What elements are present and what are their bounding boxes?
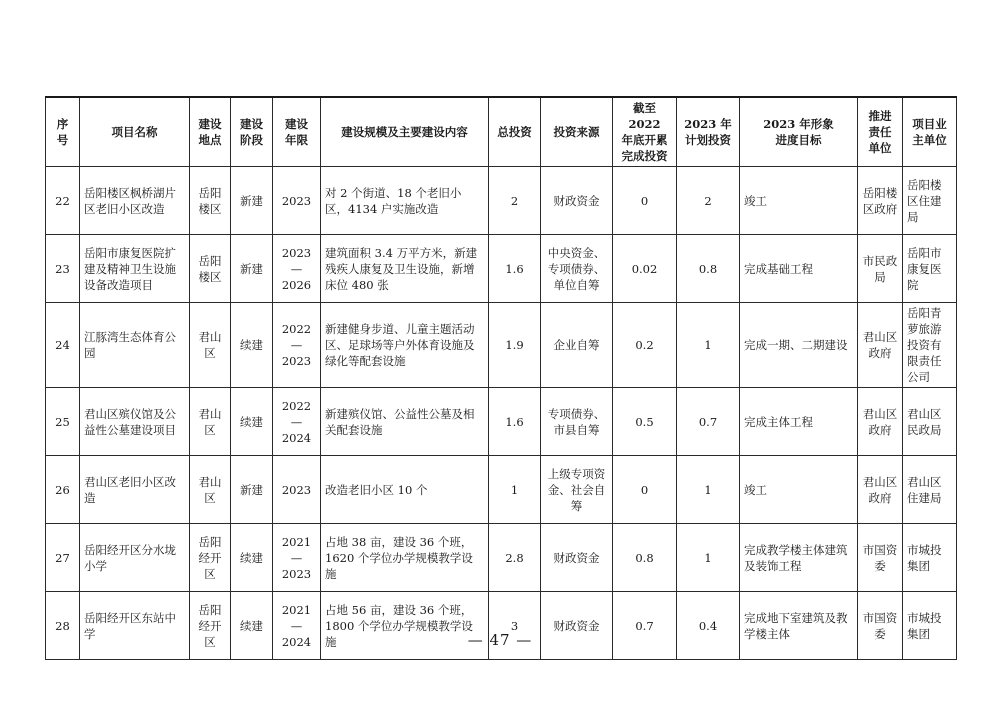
cell-completed: 0 bbox=[613, 167, 677, 235]
cell-total: 1.6 bbox=[489, 388, 541, 456]
cell-no: 28 bbox=[46, 592, 80, 660]
table-row bbox=[46, 388, 957, 456]
cell-period: 2023—2026 bbox=[273, 235, 321, 303]
cell-resp: 君山区政府 bbox=[858, 456, 903, 524]
cell-location: 岳阳楼区 bbox=[190, 167, 231, 235]
cell-total: 2.8 bbox=[489, 524, 541, 592]
cell-total: 3 bbox=[489, 592, 541, 660]
page-number: — 47 — bbox=[467, 631, 533, 649]
cell-goal: 完成一期、二期建设 bbox=[740, 303, 858, 388]
table-body bbox=[46, 167, 957, 660]
column-header-line: 单位 bbox=[868, 141, 892, 155]
cell-owner: 君山区民政局 bbox=[903, 388, 957, 456]
column-header bbox=[231, 97, 273, 167]
cell-plan: 2 bbox=[677, 167, 740, 235]
column-header-line: 序 bbox=[56, 117, 69, 131]
cell-completed: 0.8 bbox=[613, 524, 677, 592]
cell-no: 26 bbox=[46, 456, 80, 524]
cell-stage: 续建 bbox=[231, 303, 273, 388]
cell-goal: 完成主体工程 bbox=[740, 388, 858, 456]
column-header-line: 推进 bbox=[868, 109, 892, 123]
cell-content: 占地 38 亩，建设 36 个班，1620 个学位办学规模教学设施 bbox=[321, 524, 489, 592]
cell-completed: 0.2 bbox=[613, 303, 677, 388]
cell-content: 对 2 个街道、18 个老旧小区，4134 户实施改造 bbox=[321, 167, 489, 235]
cell-no: 27 bbox=[46, 524, 80, 592]
column-header bbox=[858, 97, 903, 167]
column-header-line: 总投资 bbox=[497, 125, 532, 139]
column-header-line: 进度目标 bbox=[775, 133, 822, 147]
cell-no: 24 bbox=[46, 303, 80, 388]
column-header-line: 计划投资 bbox=[685, 133, 731, 147]
cell-name: 岳阳经开区分水垅小学 bbox=[80, 524, 190, 592]
column-header-line: 项目业 bbox=[912, 117, 947, 131]
cell-completed: 0 bbox=[613, 456, 677, 524]
cell-period: 2021—2024 bbox=[273, 592, 321, 660]
cell-content: 新建健身步道、儿童主题活动区、足球场等户外体育设施及绿化等配套设施 bbox=[321, 303, 489, 388]
cell-period: 2023 bbox=[273, 167, 321, 235]
column-header bbox=[46, 97, 80, 167]
cell-content: 改造老旧小区 10 个 bbox=[321, 456, 489, 524]
column-header-line: 年底开累 bbox=[621, 133, 668, 147]
cell-completed: 0.5 bbox=[613, 388, 677, 456]
cell-location: 君山区 bbox=[190, 388, 231, 456]
cell-period: 2022—2023 bbox=[273, 303, 321, 388]
cell-content: 建筑面积 3.4 万平方米，新建残疾人康复及卫生设施，新增床位 480 张 bbox=[321, 235, 489, 303]
cell-owner: 君山区住建局 bbox=[903, 456, 957, 524]
column-header-line: 地点 bbox=[198, 133, 222, 147]
cell-location: 岳阳经开区 bbox=[190, 524, 231, 592]
cell-period: 2021—2023 bbox=[273, 524, 321, 592]
cell-name: 江豚湾生态体育公园 bbox=[80, 303, 190, 388]
cell-resp: 市国资委 bbox=[858, 524, 903, 592]
column-header bbox=[190, 97, 231, 167]
cell-source: 财政资金 bbox=[541, 167, 613, 235]
cell-content: 占地 56 亩，建设 36 个班，1800 个学位办学规模教学设施 bbox=[321, 592, 489, 660]
cell-total: 1.6 bbox=[489, 235, 541, 303]
cell-owner: 岳阳市康复医院 bbox=[903, 235, 957, 303]
cell-location: 岳阳楼区 bbox=[190, 235, 231, 303]
cell-name: 岳阳市康复医院扩建及精神卫生设施设备改造项目 bbox=[80, 235, 190, 303]
cell-completed: 0.7 bbox=[613, 592, 677, 660]
cell-goal: 完成基础工程 bbox=[740, 235, 858, 303]
column-header-line: 完成投资 bbox=[621, 149, 668, 163]
column-header-line: 截至 2022 bbox=[628, 101, 661, 131]
cell-name: 君山区老旧小区改造 bbox=[80, 456, 190, 524]
cell-owner: 岳阳楼区住建局 bbox=[903, 167, 957, 235]
column-header bbox=[613, 97, 677, 167]
table-row bbox=[46, 524, 957, 592]
table-row bbox=[46, 235, 957, 303]
column-header-line: 年限 bbox=[285, 133, 308, 147]
column-header-line: 责任 bbox=[868, 125, 892, 139]
cell-stage: 新建 bbox=[231, 167, 273, 235]
cell-name: 君山区殡仪馆及公益性公墓建设项目 bbox=[80, 388, 190, 456]
column-header-line: 阶段 bbox=[240, 133, 263, 147]
cell-stage: 续建 bbox=[231, 524, 273, 592]
cell-no: 22 bbox=[46, 167, 80, 235]
column-header-line: 建设 bbox=[285, 117, 308, 131]
table-row bbox=[46, 167, 957, 235]
cell-resp: 君山区政府 bbox=[858, 388, 903, 456]
header-row bbox=[46, 97, 957, 167]
cell-location: 君山区 bbox=[190, 303, 231, 388]
column-header-line: 建设 bbox=[198, 117, 222, 131]
cell-plan: 1 bbox=[677, 456, 740, 524]
column-header-line: 投资来源 bbox=[553, 125, 600, 139]
cell-source: 上级专项资金、社会自筹 bbox=[541, 456, 613, 524]
cell-plan: 0.8 bbox=[677, 235, 740, 303]
cell-resp: 君山区政府 bbox=[858, 303, 903, 388]
column-header bbox=[273, 97, 321, 167]
cell-plan: 0.7 bbox=[677, 388, 740, 456]
column-header bbox=[321, 97, 489, 167]
column-header bbox=[740, 97, 858, 167]
cell-stage: 新建 bbox=[231, 235, 273, 303]
cell-name: 岳阳经开区东站中学 bbox=[80, 592, 190, 660]
cell-stage: 续建 bbox=[231, 388, 273, 456]
column-header bbox=[903, 97, 957, 167]
cell-owner: 岳阳青萝旅游投资有限责任公司 bbox=[903, 303, 957, 388]
cell-source: 财政资金 bbox=[541, 592, 613, 660]
column-header-line: 号 bbox=[56, 133, 69, 147]
column-header-line: 建设规模及主要建设内容 bbox=[341, 125, 468, 139]
cell-location: 岳阳经开区 bbox=[190, 592, 231, 660]
table-row bbox=[46, 592, 957, 660]
cell-no: 23 bbox=[46, 235, 80, 303]
cell-completed: 0.02 bbox=[613, 235, 677, 303]
cell-total: 2 bbox=[489, 167, 541, 235]
cell-total: 1 bbox=[489, 456, 541, 524]
column-header-line: 主单位 bbox=[912, 133, 947, 147]
column-header bbox=[677, 97, 740, 167]
cell-resp: 市民政局 bbox=[858, 235, 903, 303]
cell-name: 岳阳楼区枫桥湖片区老旧小区改造 bbox=[80, 167, 190, 235]
cell-goal: 竣工 bbox=[740, 167, 858, 235]
column-header bbox=[80, 97, 190, 167]
cell-resp: 市国资委 bbox=[858, 592, 903, 660]
column-header-line: 2023 年形象 bbox=[763, 117, 834, 131]
cell-plan: 0.4 bbox=[677, 592, 740, 660]
cell-source: 企业自筹 bbox=[541, 303, 613, 388]
cell-stage: 续建 bbox=[231, 592, 273, 660]
cell-location: 君山区 bbox=[190, 456, 231, 524]
cell-source: 专项债券、市县自筹 bbox=[541, 388, 613, 456]
cell-stage: 新建 bbox=[231, 456, 273, 524]
cell-resp: 岳阳楼区政府 bbox=[858, 167, 903, 235]
column-header-line: 建设 bbox=[240, 117, 263, 131]
cell-total: 1.9 bbox=[489, 303, 541, 388]
cell-period: 2023 bbox=[273, 456, 321, 524]
column-header bbox=[489, 97, 541, 167]
cell-owner: 市城投集团 bbox=[903, 524, 957, 592]
project-table bbox=[45, 96, 957, 660]
cell-source: 财政资金 bbox=[541, 524, 613, 592]
cell-goal: 完成地下室建筑及教学楼主体 bbox=[740, 592, 858, 660]
cell-no: 25 bbox=[46, 388, 80, 456]
cell-plan: 1 bbox=[677, 303, 740, 388]
column-header-line: 2023 年 bbox=[684, 117, 732, 131]
cell-goal: 完成教学楼主体建筑及装饰工程 bbox=[740, 524, 858, 592]
table-header bbox=[46, 97, 957, 167]
cell-goal: 竣工 bbox=[740, 456, 858, 524]
cell-plan: 1 bbox=[677, 524, 740, 592]
table-row bbox=[46, 456, 957, 524]
column-header bbox=[541, 97, 613, 167]
table-row bbox=[46, 303, 957, 388]
cell-source: 中央资金、专项债券、单位自筹 bbox=[541, 235, 613, 303]
cell-period: 2022—2024 bbox=[273, 388, 321, 456]
cell-owner: 市城投集团 bbox=[903, 592, 957, 660]
column-header-line: 项目名称 bbox=[111, 125, 158, 139]
cell-content: 新建殡仪馆、公益性公墓及相关配套设施 bbox=[321, 388, 489, 456]
